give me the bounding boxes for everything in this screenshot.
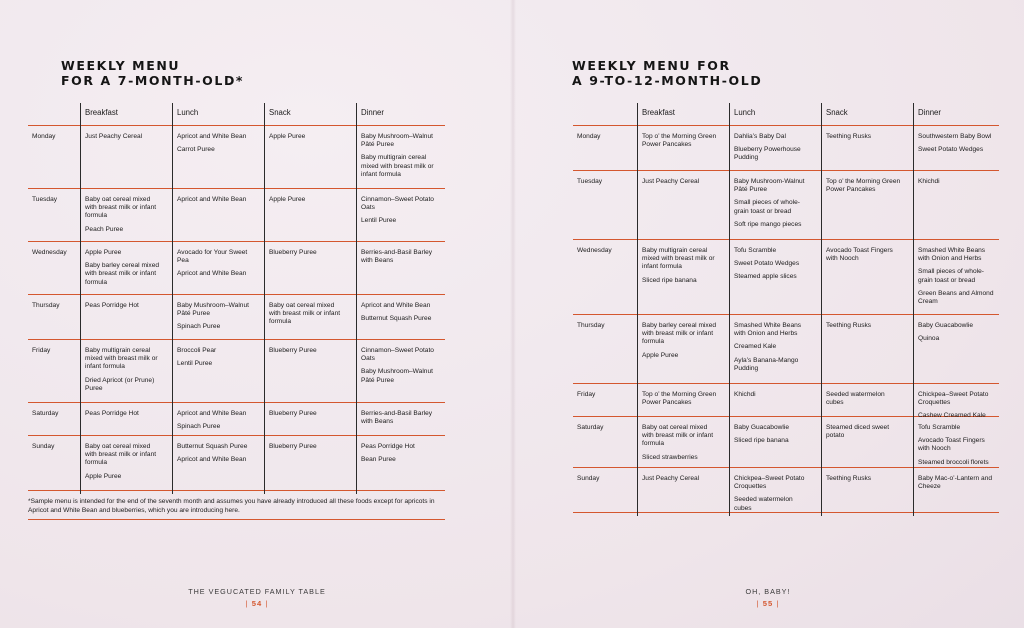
column-divider [913, 103, 914, 516]
menu-item: Teething Rusks [826, 475, 872, 482]
menu-item: Quinoa [918, 335, 940, 343]
right-weekly-menu-table [573, 103, 999, 513]
menu-cell [269, 242, 347, 262]
menu-cell [85, 242, 163, 292]
column-divider [172, 103, 173, 494]
menu-cell [734, 468, 812, 518]
column-divider [356, 103, 357, 494]
menu-item: Sliced ripe banana [734, 437, 789, 445]
menu-item: Baby Mushroom–Walnut Pâté Puree [361, 133, 433, 149]
table-header-row [28, 103, 445, 126]
menu-item: Sweet Potato Wedges [734, 260, 800, 268]
menu-cell [177, 189, 255, 209]
menu-item: Peas Porridge Hot [85, 302, 139, 309]
day-label: Friday [32, 347, 51, 354]
menu-item: Teething Rusks [826, 322, 872, 329]
menu-item: Blueberry Puree [269, 249, 317, 256]
menu-item: Small pieces of whole-grain toast or bread [918, 268, 984, 284]
menu-cell [361, 403, 441, 431]
menu-cell [918, 417, 996, 472]
menu-item: Cinnamon–Sweet Potato Oats [361, 347, 434, 363]
column-divider [821, 103, 822, 516]
menu-cell [361, 436, 441, 469]
menu-item: Steamed apple slices [734, 273, 797, 281]
menu-cell [85, 295, 163, 315]
day-label: Wednesday [577, 247, 612, 254]
day-label: Tuesday [32, 196, 58, 203]
menu-cell [826, 126, 904, 146]
menu-item: Avocado for Your Sweet Pea [177, 249, 248, 265]
menu-item: Baby Guacabowlie [734, 424, 789, 431]
menu-cell [642, 126, 720, 154]
column-header: Lunch [734, 108, 756, 117]
menu-item: Sliced strawberries [642, 453, 698, 461]
menu-item: Cashew Creamed Kale [918, 412, 986, 420]
menu-item: Steamed diced sweet potato [826, 424, 890, 440]
menu-cell [642, 240, 720, 290]
menu-item: Apple Puree [85, 249, 122, 256]
chapter-title: OH, BABY! [745, 587, 791, 596]
menu-item: Ayla’s Banana-Mango Pudding [734, 356, 799, 372]
menu-cell [918, 468, 996, 496]
column-header: Breakfast [85, 108, 118, 117]
footnote: *Sample menu is intended for the end of the seventh month and assumes you have already introduced all these foods except for apricots in Apricot and White Bean and blueberries, which you are introducing here. [28, 497, 445, 520]
column-header: Snack [826, 108, 848, 117]
menu-item: Baby multigrain cereal mixed with breast milk or infant formula [642, 247, 715, 271]
menu-cell [826, 240, 904, 268]
column-header: Dinner [918, 108, 941, 117]
menu-item: Peas Porridge Hot [361, 443, 415, 450]
menu-item: Berries-and-Basil Barley with Beans [361, 410, 433, 426]
menu-item: Baby Guacabowlie [918, 322, 973, 329]
menu-item: Baby Mac-o’-Lantern and Cheeze [918, 475, 993, 491]
menu-item: Baby Mushroom-Walnut Pâté Puree [734, 178, 805, 194]
menu-item: Avocado Toast Fingers with Nooch [918, 437, 985, 453]
menu-cell [826, 417, 904, 445]
menu-item: Just Peachy Cereal [642, 178, 700, 185]
menu-cell [826, 384, 904, 412]
table-row [28, 340, 445, 403]
title-line: FOR A 7-MONTH-OLD* [61, 73, 245, 88]
menu-item: Apricot and White Bean [177, 196, 247, 203]
menu-item: Peas Porridge Hot [85, 410, 139, 417]
menu-item: Apricot and White Bean [361, 302, 431, 309]
page-number: | 55 | [756, 599, 780, 608]
day-label: Sunday [577, 475, 600, 482]
day-label: Friday [577, 391, 596, 398]
menu-cell [642, 384, 720, 412]
menu-cell [177, 126, 255, 159]
menu-cell [269, 295, 347, 332]
table-row [28, 126, 445, 189]
menu-item: Just Peachy Cereal [642, 475, 700, 482]
column-header: Snack [269, 108, 291, 117]
menu-item: Sweet Potato Wedges [918, 146, 984, 154]
menu-item: Apricot and White Bean [177, 270, 247, 278]
menu-cell [85, 403, 163, 423]
menu-item: Apricot and White Bean [177, 410, 247, 417]
menu-item: Broccoli Pear [177, 347, 217, 354]
page-number: | 54 | [245, 599, 269, 608]
menu-item: Sliced ripe banana [642, 276, 697, 284]
day-label: Monday [32, 133, 56, 140]
menu-item: Cinnamon–Sweet Potato Oats [361, 196, 434, 212]
menu-cell [826, 315, 904, 335]
menu-item: Baby Mushroom–Walnut Pâté Puree [361, 368, 433, 384]
column-divider [637, 103, 638, 516]
right-page [512, 0, 1024, 628]
menu-item: Chickpea–Sweet Potato Croquettes [734, 475, 805, 491]
day-label: Tuesday [577, 178, 603, 185]
menu-item: Bean Puree [361, 456, 396, 464]
menu-cell [177, 295, 255, 337]
menu-cell [734, 417, 812, 450]
menu-cell [734, 240, 812, 287]
menu-item: Apple Puree [269, 133, 306, 140]
day-label: Wednesday [32, 249, 67, 256]
menu-cell [85, 340, 163, 398]
menu-item: Apricot and White Bean [177, 456, 247, 464]
menu-item: Top o’ the Morning Green Power Pancakes [642, 133, 717, 149]
menu-cell [734, 315, 812, 378]
title-line: WEEKLY MENU [61, 58, 181, 73]
left-page-title [61, 58, 244, 88]
menu-item: Green Beans and Almond Cream [918, 289, 994, 306]
menu-item: Smashed White Beans with Onion and Herbs [918, 247, 986, 263]
column-divider [264, 103, 265, 494]
menu-cell [918, 240, 996, 311]
menu-cell [826, 468, 904, 488]
book-title: THE VEGUCATED FAMILY TABLE [188, 587, 326, 596]
menu-cell [734, 126, 812, 168]
menu-cell [269, 403, 347, 423]
menu-cell [269, 340, 347, 360]
menu-item: Baby oat cereal mixed with breast milk or infant formula [85, 196, 157, 220]
menu-item: Baby multigrain cereal mixed with breast milk or infant formula [85, 347, 158, 371]
menu-cell [642, 417, 720, 467]
menu-cell [642, 468, 720, 488]
menu-item: Peach Puree [85, 225, 124, 233]
menu-item: Lentil Puree [361, 217, 397, 225]
menu-item: Baby barley cereal mixed with breast milk or infant formula [642, 322, 717, 346]
menu-cell [361, 340, 441, 390]
menu-item: Blueberry Puree [269, 347, 317, 354]
column-divider [80, 103, 81, 494]
menu-cell [361, 295, 441, 328]
menu-item: Creamed Kale [734, 343, 777, 351]
menu-item: Small pieces of whole-grain toast or bread [734, 199, 800, 215]
menu-item: Top o’ the Morning Green Power Pancakes [826, 178, 901, 194]
menu-item: Apple Puree [85, 472, 122, 480]
menu-item: Spinach Puree [177, 323, 221, 331]
menu-item: Blueberry Puree [269, 443, 317, 450]
table-row [28, 436, 445, 491]
table-row [28, 242, 445, 295]
table-row [28, 295, 445, 340]
menu-cell [918, 315, 996, 348]
menu-cell [734, 171, 812, 234]
menu-item: Smashed White Beans with Onion and Herbs [734, 322, 802, 338]
day-label: Sunday [32, 443, 55, 450]
day-label: Thursday [577, 322, 605, 329]
menu-item: Blueberry Powerhouse Pudding [734, 146, 801, 162]
day-label: Saturday [32, 410, 59, 417]
day-label: Monday [577, 133, 601, 140]
menu-item: Butternut Squash Puree [177, 443, 248, 450]
menu-item: Steamed broccoli florets [918, 458, 989, 466]
menu-cell [269, 126, 347, 146]
menu-item: Apple Puree [642, 351, 679, 359]
menu-item: Just Peachy Cereal [85, 133, 143, 140]
menu-item: Teething Rusks [826, 133, 872, 140]
menu-cell [85, 126, 163, 146]
day-label: Thursday [32, 302, 60, 309]
right-running-footer [668, 587, 868, 608]
menu-cell [361, 126, 441, 184]
menu-item: Tofu Scramble [734, 247, 777, 254]
column-header: Breakfast [642, 108, 675, 117]
table-row [28, 189, 445, 242]
menu-cell [177, 436, 255, 469]
menu-item: Tofu Scramble [918, 424, 961, 431]
left-weekly-menu-table [28, 103, 445, 491]
menu-item: Seeded watermelon cubes [734, 496, 793, 512]
title-line: A 9-TO-12-MONTH-OLD [572, 73, 763, 88]
menu-item: Dried Apricot (or Prune) Puree [85, 376, 155, 392]
menu-item: Carrot Puree [177, 146, 215, 154]
menu-item: Lentil Puree [177, 360, 213, 368]
menu-item: Apricot and White Bean [177, 133, 247, 140]
menu-cell [361, 242, 441, 270]
menu-cell [85, 436, 163, 486]
column-header: Lunch [177, 108, 199, 117]
right-page-title [572, 58, 762, 88]
menu-cell [826, 171, 904, 199]
menu-item: Apple Puree [269, 196, 306, 203]
menu-item: Seeded watermelon cubes [826, 391, 885, 407]
menu-item: Baby barley cereal mixed with breast milk or infant formula [85, 262, 160, 286]
menu-item: Baby multigrain cereal mixed with breast milk or infant formula [361, 154, 434, 178]
column-divider [729, 103, 730, 516]
menu-item: Baby oat cereal mixed with breast milk or infant formula [642, 424, 714, 448]
menu-cell [918, 171, 996, 191]
menu-item: Spinach Puree [177, 423, 221, 431]
menu-cell [85, 189, 163, 239]
menu-item: Baby Mushroom–Walnut Pâté Puree [177, 302, 249, 318]
menu-item: Butternut Squash Puree [361, 315, 432, 323]
menu-cell [269, 189, 347, 209]
menu-cell [177, 340, 255, 373]
menu-item: Baby oat cereal mixed with breast milk or infant formula [85, 443, 157, 467]
menu-cell [177, 242, 255, 284]
menu-item: Dahlia’s Baby Dal [734, 133, 786, 140]
menu-cell [642, 171, 720, 191]
menu-item: Khichdi [918, 178, 940, 185]
menu-cell [642, 315, 720, 365]
menu-item: Baby oat cereal mixed with breast milk or infant formula [269, 302, 341, 326]
menu-item: Soft ripe mango pieces [734, 220, 802, 228]
menu-item: Top o’ the Morning Green Power Pancakes [642, 391, 717, 407]
column-header: Dinner [361, 108, 384, 117]
day-label: Saturday [577, 424, 604, 431]
menu-cell [177, 403, 255, 436]
menu-item: Avocado Toast Fingers with Nooch [826, 247, 893, 263]
menu-cell [734, 384, 812, 404]
menu-item: Blueberry Puree [269, 410, 317, 417]
menu-item: Southwestern Baby Bowl [918, 133, 992, 140]
left-running-footer [157, 587, 357, 608]
menu-cell [269, 436, 347, 456]
menu-cell [918, 126, 996, 159]
menu-cell [361, 189, 441, 231]
title-line: WEEKLY MENU FOR [572, 58, 731, 73]
menu-item: Khichdi [734, 391, 756, 398]
menu-item: Chickpea–Sweet Potato Croquettes [918, 391, 989, 407]
menu-item: Berries-and-Basil Barley with Beans [361, 249, 433, 265]
table-row [28, 403, 445, 436]
